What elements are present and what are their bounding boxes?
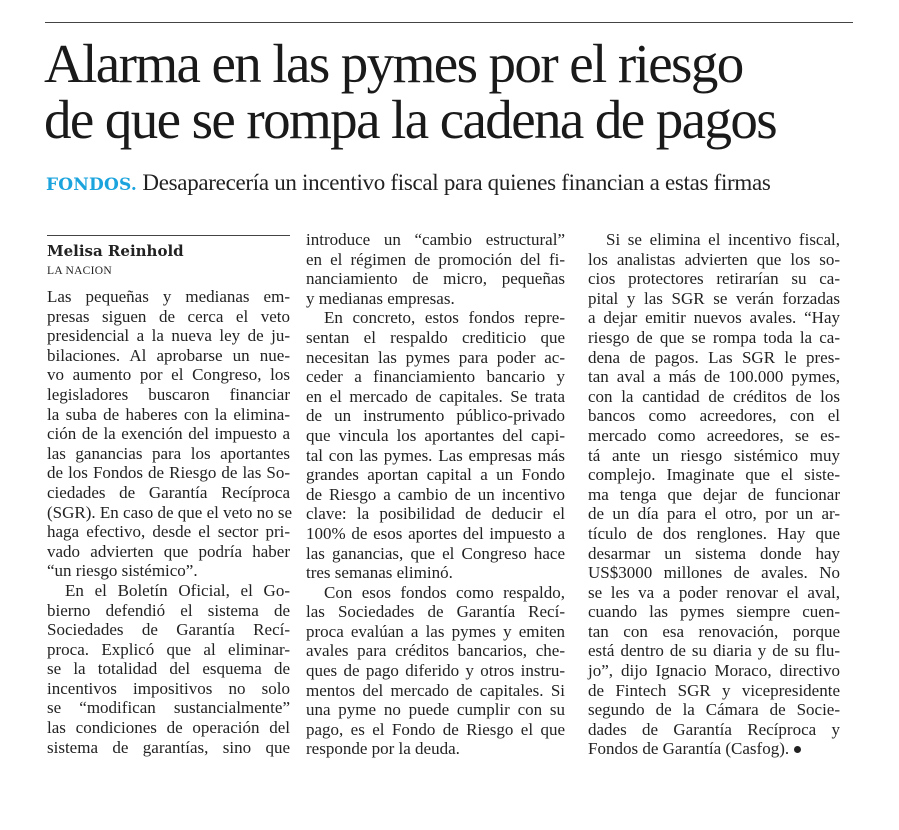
text-line: las ganancias, que el Congreso hace: [306, 543, 565, 563]
text-line: responde por la deuda.: [306, 739, 460, 759]
text-line: bancos como acreedores, con el: [588, 406, 840, 426]
text-line: se la totalidad del esquema de: [47, 659, 290, 679]
text-line: las condiciones de operación del: [47, 718, 290, 738]
text-line: legisladores buscaron financiar: [47, 384, 290, 404]
text-line: Si se elimina el incentivo fiscal,: [606, 230, 840, 249]
paragraph: [47, 581, 290, 757]
byline-rule: [47, 235, 290, 236]
text-line: con la cantidad de créditos de los: [588, 386, 840, 406]
text-line: Con esos fondos como respaldo,: [324, 582, 565, 602]
text-line: presidencial a la nueva ley de ju-: [47, 326, 290, 346]
text-line: vado advierten que podría haber: [47, 541, 290, 561]
paragraph: [306, 308, 565, 582]
text-line: segundo de la Cámara de Socie-: [588, 700, 840, 720]
text-line: en el régimen de promoción del fi-: [306, 249, 565, 269]
text-line: tan con esa renovación, porque: [588, 621, 840, 641]
text-line: En concreto, estos fondos repre-: [324, 308, 565, 328]
text-line: presas siguen de cerca el veto: [47, 306, 290, 326]
text-line: una pyme no puede cumplir con su: [306, 700, 565, 720]
text-line: los analistas advierten que los so-: [588, 249, 840, 269]
text-line: ques de pago diferido y otros instru-: [306, 661, 565, 681]
text-line: de Fintech SGR y vicepresidente: [588, 680, 840, 700]
headline-line: de que se rompa la cadena de pagos: [44, 89, 777, 150]
text-line: vo aumento por el Congreso, los: [47, 365, 290, 385]
text-line: En el Boletín Oficial, el Go-: [65, 580, 290, 600]
text-line: bilaciones. Al aprobarse un nue-: [47, 345, 290, 365]
headline-line: Alarma en las pymes por el riesgo: [44, 33, 743, 94]
text-line: “un riesgo sistémico”.: [47, 561, 198, 581]
text-line: jo”, dijo Ignacio Moraco, directivo: [588, 661, 840, 681]
text-line: Fondos de Garantía (Casfog).: [588, 739, 840, 759]
text-line: ciedades de Garantía Recíproca: [47, 482, 290, 502]
headline: [44, 33, 864, 150]
text-line: desarmar un sistema donde hay: [588, 543, 840, 563]
text-line: ción de la exención del impuesto a: [47, 424, 290, 444]
text-line: mentos del mercado de capitales. Si: [306, 680, 565, 700]
text-line: sistema de garantías, sino que: [47, 737, 290, 757]
text-line: se “modifican sustancialmente”: [47, 698, 290, 718]
text-line: bierno defendió el sistema de: [47, 600, 290, 620]
text-line: tá ante un riesgo sistémico muy: [588, 445, 840, 465]
text-line: US$3000 millones de avales. No: [588, 563, 840, 583]
text-line: que vincula los aportantes del capi-: [306, 425, 565, 445]
text-line: dena de pagos. Las SGR le pres-: [588, 347, 840, 367]
text-line: de Riesgo a cambio de un incentivo: [306, 484, 565, 504]
text-line: de un día para el otro, por un ar-: [588, 504, 840, 524]
article-column-2: [306, 230, 565, 759]
text-line: mercado como acreedores, se es-: [588, 425, 840, 445]
text-line: avales para créditos bancarios, che-: [306, 641, 565, 661]
text-line: necesitan las pymes para poder ac-: [306, 347, 565, 367]
text-line: está dentro de su diaria y de su flu-: [588, 641, 840, 661]
text-line: introduce un “cambio estructural”: [306, 230, 565, 249]
text-line: la suba de haberes con la elimina-: [47, 404, 290, 424]
text-line: 100% de esos aportes del impuesto a: [306, 523, 565, 543]
paragraph: [306, 230, 565, 308]
article-column-1: [47, 287, 293, 757]
article-column-3: [588, 230, 840, 759]
author-byline: Melisa Reinhold: [47, 242, 184, 260]
text-line: incentivos impositivos no solo: [47, 678, 290, 698]
text-line: se les va a poder renovar el aval,: [588, 582, 840, 602]
text-line: complejo. Imaginate que el siste-: [588, 465, 840, 485]
text-line: de un instrumento público-privado: [306, 406, 565, 426]
subhead-text: Desaparecería un incentivo fiscal para quienes financian a estas firmas: [142, 170, 771, 195]
text-line: tal con las pymes. Las empresas más: [306, 445, 565, 465]
text-line: clave: la posibilidad de deducir el: [306, 504, 565, 524]
text-line: tículo de dos renglones. Hay que: [588, 523, 840, 543]
text-line: pital y las SGR se verán forzadas: [588, 288, 840, 308]
kicker: FONDOS.: [46, 175, 137, 195]
text-line: ceder a financiamiento bancario y: [306, 367, 565, 387]
text-line: proca. Explicó que al eliminar-: [47, 639, 290, 659]
text-line: de los Fondos de Riesgo de las So-: [47, 463, 290, 483]
text-line: en el mercado de capitales. Se trata: [306, 386, 565, 406]
text-line: a dejar emitir nuevos avales. “Hay: [588, 308, 840, 328]
text-line: Las pequeñas y medianas em-: [47, 287, 290, 306]
text-line: grandes aportan capital a un Fondo: [306, 465, 565, 485]
text-line: riesgo de que se rompa toda la ca-: [588, 327, 840, 347]
text-line: Sociedades de Garantía Recí-: [47, 620, 290, 640]
paragraph: [588, 230, 840, 759]
text-line: ma tenga que dejar de funcionar: [588, 484, 840, 504]
text-line: haga efectivo, desde el sector pri-: [47, 522, 290, 542]
source-label: LA NACION: [47, 265, 112, 277]
text-line: nanciamiento de micro, pequeñas: [306, 269, 565, 289]
text-line: las ganancias para los aportantes: [47, 443, 290, 463]
text-line: tan aval a más de 100.000 pymes,: [588, 367, 840, 387]
text-line: cuando las pymes siempre cuen-: [588, 602, 840, 622]
text-line: (SGR). En caso de que el veto no se: [47, 502, 293, 522]
text-line: cios protectores retirarían su ca-: [588, 269, 840, 289]
text-line: proca evalúan a las pymes y emiten: [306, 621, 565, 641]
paragraph: [306, 583, 565, 759]
subhead: [46, 170, 771, 196]
text-line: pago, es el Fondo de Riesgo el que: [306, 719, 565, 739]
end-of-article-dot-icon: [794, 746, 801, 753]
text-line: tres semanas eliminó.: [306, 563, 453, 583]
text-line: dades de Garantía Recíproca y: [588, 719, 840, 739]
text-line: las Sociedades de Garantía Recí-: [306, 602, 565, 622]
top-rule: [45, 22, 853, 23]
text-line: y medianas empresas.: [306, 288, 455, 308]
text-line: sentan el respaldo crediticio que: [306, 327, 565, 347]
paragraph: [47, 287, 293, 581]
